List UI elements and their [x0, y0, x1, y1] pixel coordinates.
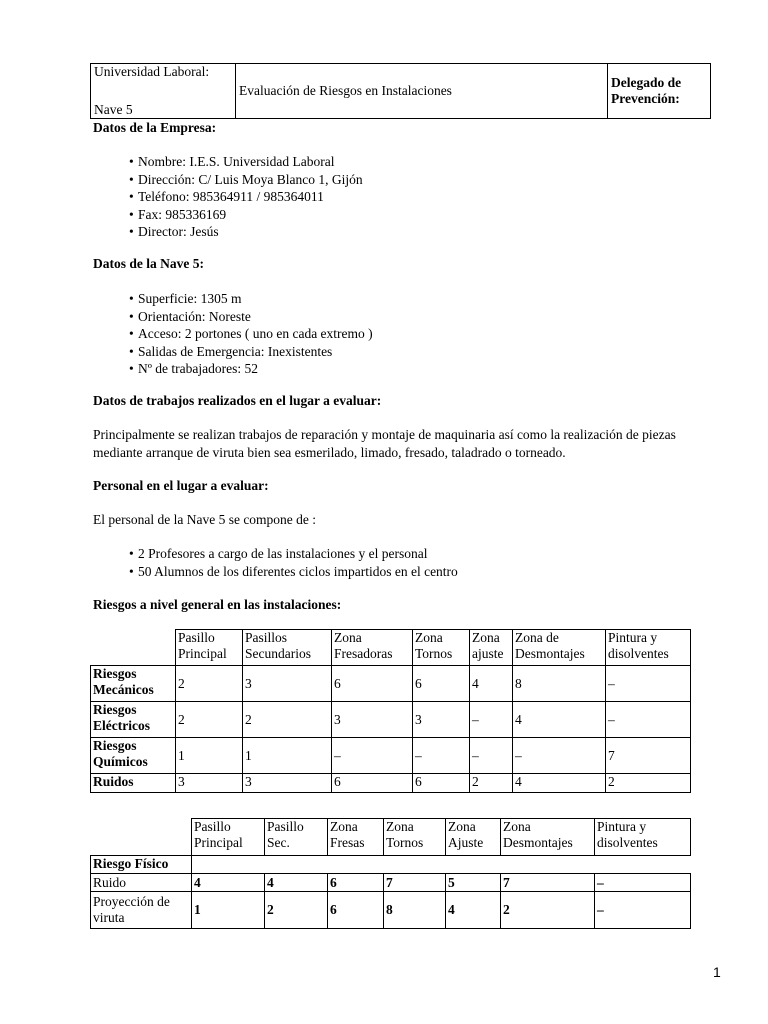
list-item: • Nombre: I.E.S. Universidad Laboral [129, 154, 335, 169]
section-spacer [192, 856, 691, 874]
table-cell: 6 [413, 774, 470, 793]
empty-corner-cell [91, 819, 192, 856]
bullet-icon: • [129, 189, 134, 204]
table-cell: 4 [192, 874, 265, 892]
table-row [91, 702, 691, 738]
row-label: Riesgos Mecánicos [91, 666, 176, 702]
page-number: 1 [713, 964, 721, 980]
table-row [91, 738, 691, 774]
table-cell: 8 [384, 892, 446, 929]
table-cell: 2 [243, 702, 332, 738]
table-cell: – [595, 892, 691, 929]
table-cell: 3 [332, 702, 413, 738]
table-row [91, 874, 691, 892]
table-cell: 5 [446, 874, 501, 892]
table-cell: – [470, 702, 513, 738]
table-cell: 6 [328, 892, 384, 929]
trabajos-text: Principalmente se realizan trabajos de reparación y montaje de maquinaria así como la realización de piezas mediante arranque de viruta bien sea esmerilado, limado, fresado, taladrado o torneado. [93, 427, 676, 460]
list-item: • Director: Jesús [129, 224, 219, 239]
header-cell: Pintura y disolventes [595, 819, 691, 856]
header-cell: Zona Desmontajes [501, 819, 595, 856]
bullet-icon: • [129, 361, 134, 376]
header-cell: Zona ajuste [470, 630, 513, 666]
table-cell: 2 [176, 702, 243, 738]
table-cell: 4 [446, 892, 501, 929]
table-cell: 8 [513, 666, 606, 702]
bullet-icon: • [129, 308, 134, 324]
row-label: Ruidos [91, 774, 176, 793]
table-cell: – [606, 702, 691, 738]
table-cell: 4 [265, 874, 328, 892]
bullet-icon: • [129, 563, 134, 579]
table-cell: 2 [265, 892, 328, 929]
list-item: • Superficie: 1305 m [129, 291, 242, 306]
header-cell: Zona Tornos [413, 630, 470, 666]
bullet-icon: • [129, 291, 134, 306]
bullet-icon: • [129, 224, 134, 239]
header-location [91, 64, 236, 119]
section-label: Riesgo Físico [91, 856, 192, 874]
bullet-icon: • [129, 206, 134, 222]
bullet-icon: • [129, 546, 134, 561]
header-cell: Pintura y disolventes [606, 630, 691, 666]
bullet-icon: • [129, 343, 134, 359]
table-cell: 4 [513, 702, 606, 738]
table-header-row [91, 630, 691, 666]
header-delegate-line2: Prevención: [611, 91, 680, 106]
header-cell: Zona Tornos [384, 819, 446, 856]
riesgo-fisico-table [90, 818, 691, 929]
empresa-heading: Datos de la Empresa: [93, 120, 217, 135]
table-cell: 2 [501, 892, 595, 929]
riesgos-heading: Riesgos a nivel general en las instalaciones: [93, 597, 342, 612]
personal-intro: El personal de la Nave 5 se compone de : [93, 512, 317, 527]
row-label: Proyección de viruta [91, 892, 192, 929]
empresa-list [129, 153, 363, 241]
list-item: • Nº de trabajadores: 52 [129, 361, 259, 376]
table-row [91, 666, 691, 702]
table-cell: – [332, 738, 413, 774]
table-cell: 2 [470, 774, 513, 793]
table-row [91, 892, 691, 929]
header-delegate-line1: Delegado de [611, 75, 682, 90]
header-cell: Pasillos Secundarios [243, 630, 332, 666]
table-cell: – [470, 738, 513, 774]
list-item: • Fax: 985336169 [129, 206, 227, 222]
personal-heading: Personal en el lugar a evaluar: [93, 478, 269, 493]
header-cell: Zona Fresas [328, 819, 384, 856]
list-item: • Teléfono: 985364911 / 985364011 [129, 189, 324, 204]
personal-list [129, 545, 458, 580]
table-cell: 3 [243, 666, 332, 702]
table-cell: – [513, 738, 606, 774]
table-cell: 3 [413, 702, 470, 738]
bullet-icon: • [129, 171, 134, 187]
header-location-line2: Nave 5 [94, 102, 133, 117]
row-label: Ruido [91, 874, 192, 892]
table-cell: 7 [501, 874, 595, 892]
header-title: Evaluación de Riesgos en Instalaciones [236, 64, 608, 119]
table-cell: 7 [384, 874, 446, 892]
table-cell: 2 [176, 666, 243, 702]
header-delegate [608, 64, 711, 119]
header-cell: Zona Fresadoras [332, 630, 413, 666]
empty-corner-cell [91, 630, 176, 666]
table-cell: 6 [413, 666, 470, 702]
bullet-icon: • [129, 154, 134, 169]
table-cell: – [595, 874, 691, 892]
table-cell: 1 [243, 738, 332, 774]
table-header-row [91, 819, 691, 856]
table-cell: 6 [332, 774, 413, 793]
list-item: • 50 Alumnos de los diferentes ciclos impartidos en el centro [129, 563, 458, 579]
row-label: Riesgos Eléctricos [91, 702, 176, 738]
header-cell: Pasillo Principal [176, 630, 243, 666]
list-item: • Dirección: C/ Luis Moya Blanco 1, Gijón [129, 171, 363, 187]
list-item: • Acceso: 2 portones ( uno en cada extremo ) [129, 326, 373, 341]
bullet-icon: • [129, 326, 134, 341]
table-cell: 2 [606, 774, 691, 793]
table-cell: – [413, 738, 470, 774]
nave-list [129, 290, 373, 378]
table-cell: 3 [243, 774, 332, 793]
list-item: • Salidas de Emergencia: Inexistentes [129, 343, 333, 359]
header-cell: Zona de Desmontajes [513, 630, 606, 666]
table-cell: 4 [470, 666, 513, 702]
header-location-line1: Universidad Laboral: [94, 64, 210, 79]
header-table [90, 63, 711, 119]
riesgos-table [90, 629, 691, 793]
table-cell: 4 [513, 774, 606, 793]
table-cell: 6 [332, 666, 413, 702]
table-cell: – [606, 666, 691, 702]
table-cell: 3 [176, 774, 243, 793]
table-row [91, 774, 691, 793]
table-cell: 7 [606, 738, 691, 774]
table-cell: 6 [328, 874, 384, 892]
table-cell: 1 [176, 738, 243, 774]
header-cell: Zona Ajuste [446, 819, 501, 856]
list-item: • 2 Profesores a cargo de las instalaciones y el personal [129, 546, 428, 561]
header-cell: Pasillo Sec. [265, 819, 328, 856]
row-label: Riesgos Químicos [91, 738, 176, 774]
header-cell: Pasillo Principal [192, 819, 265, 856]
list-item: • Orientación: Noreste [129, 308, 251, 324]
table-cell: 1 [192, 892, 265, 929]
nave-heading: Datos de la Nave 5: [93, 256, 204, 271]
table-section-row [91, 856, 691, 874]
trabajos-heading: Datos de trabajos realizados en el lugar a evaluar: [93, 393, 382, 408]
